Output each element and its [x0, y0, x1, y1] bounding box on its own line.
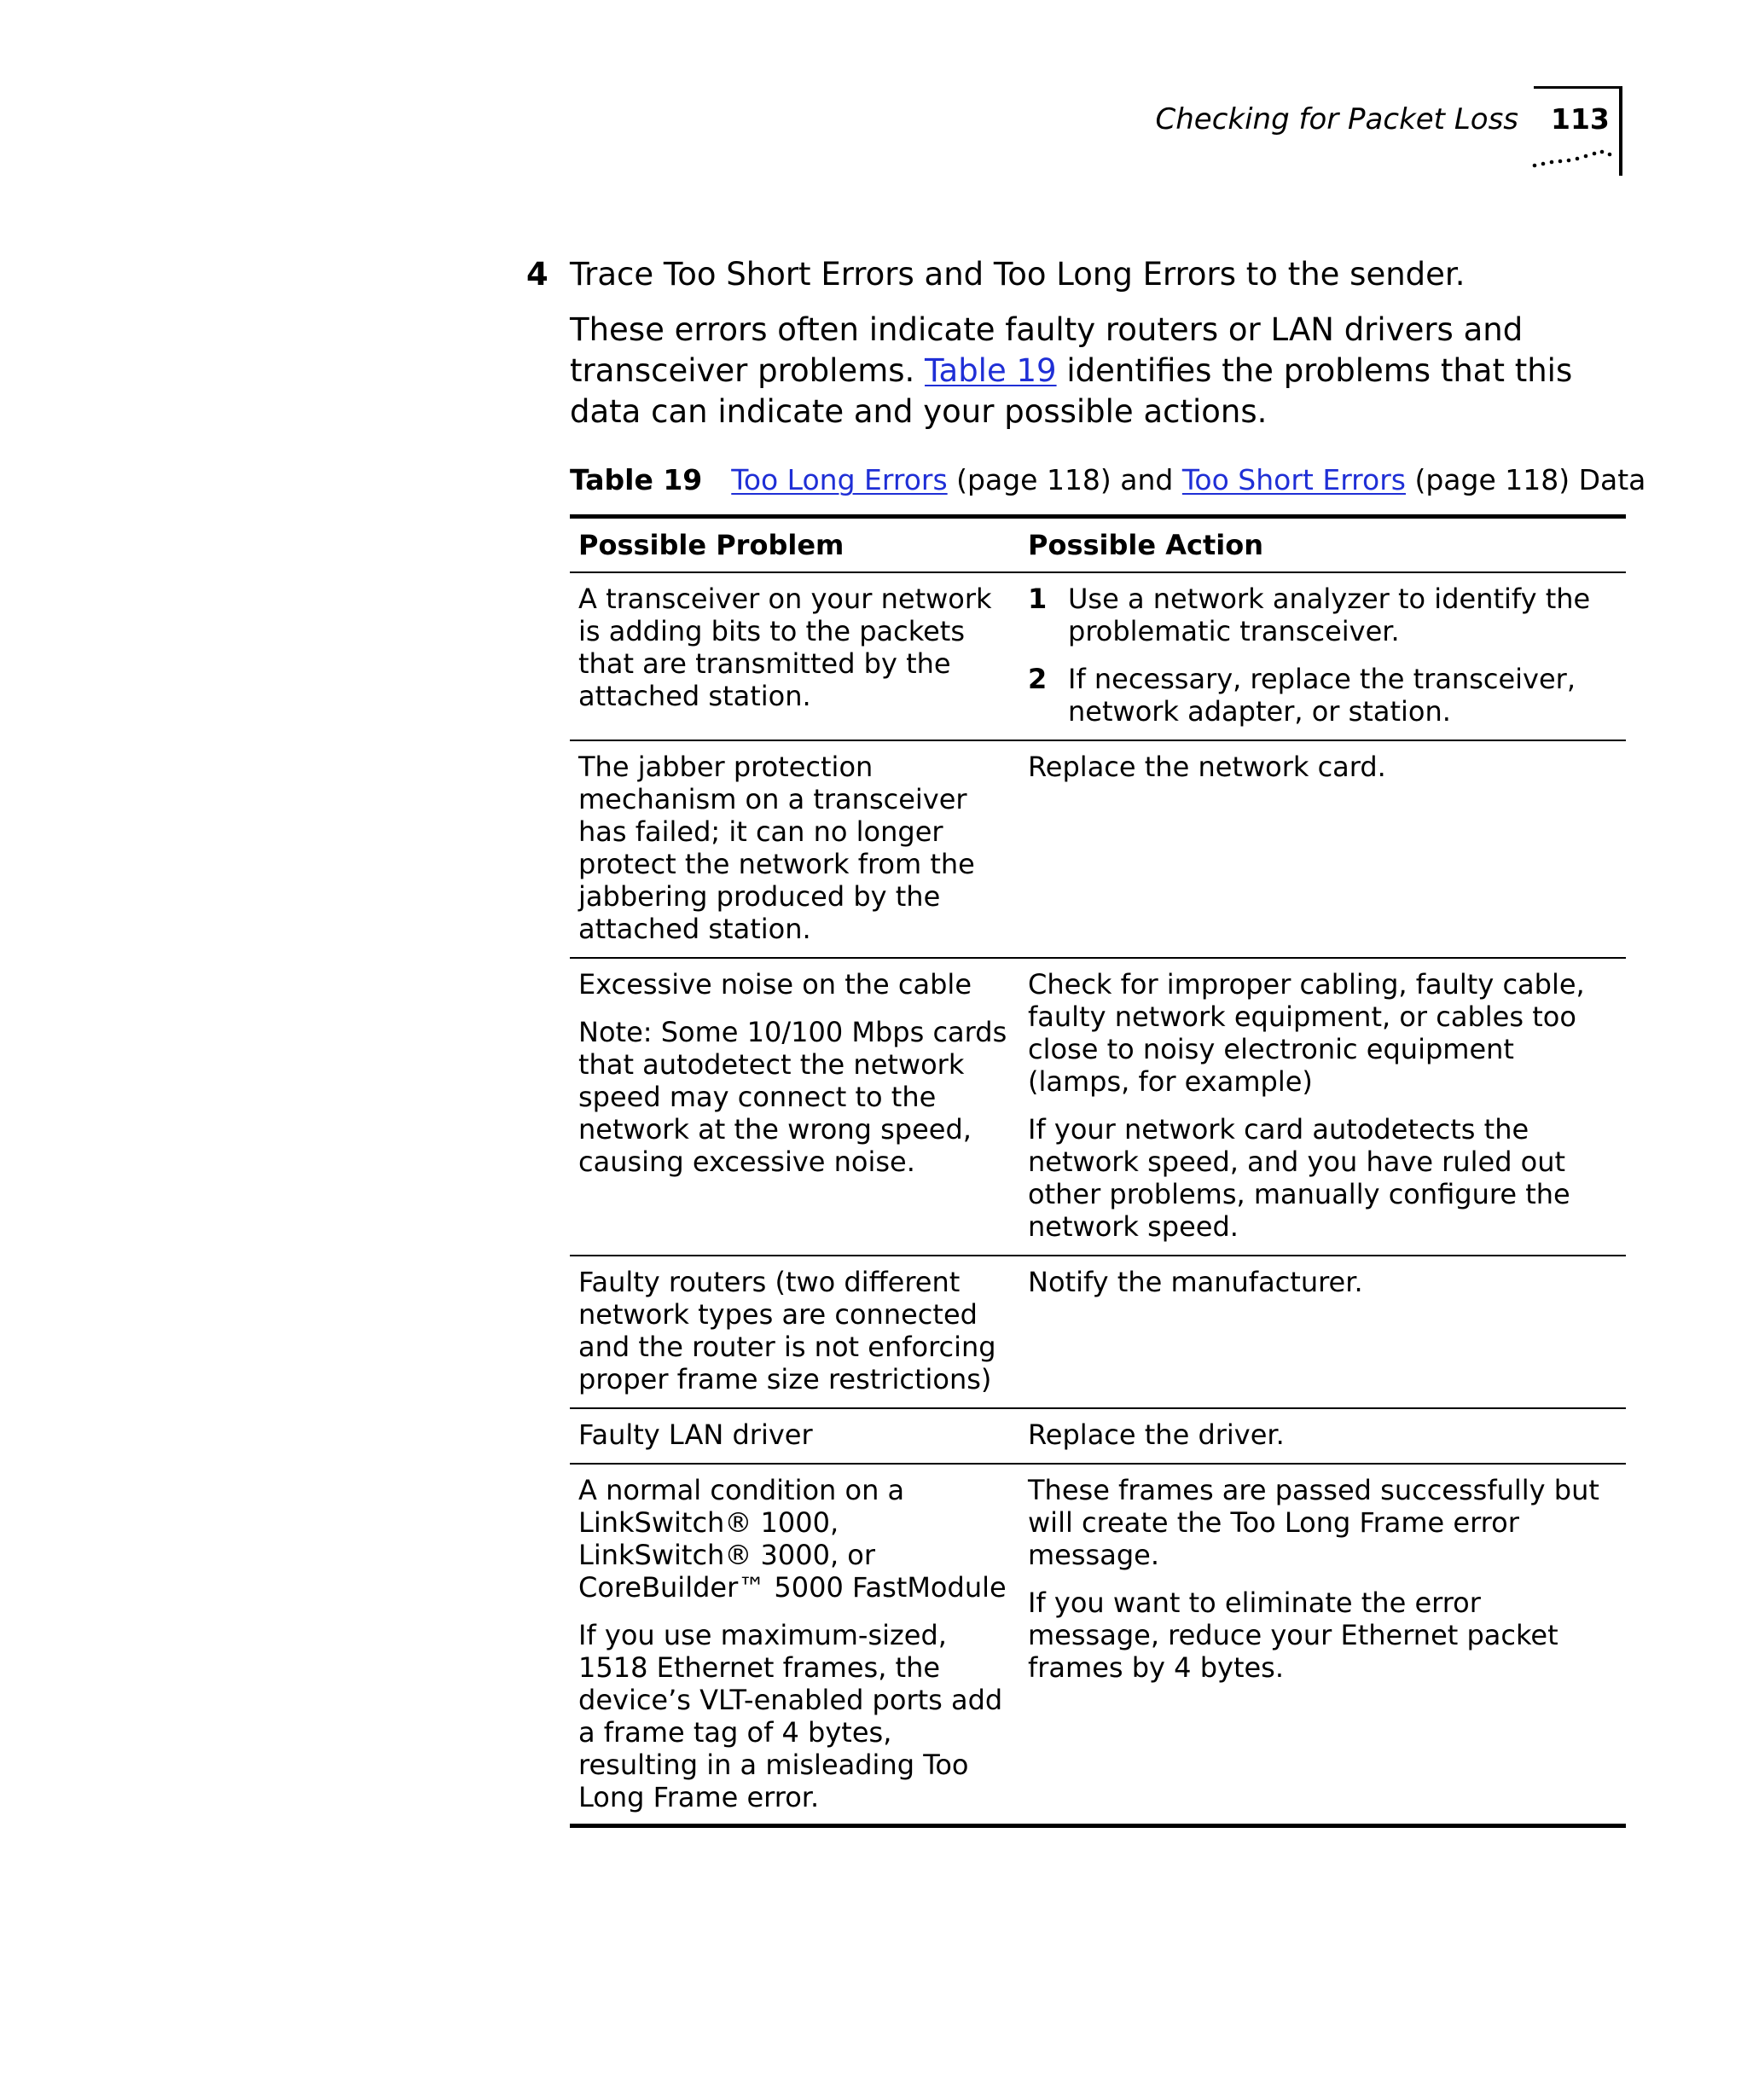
- problem-text: The jabber protection mechanism on a transceiver has failed; it can no longer protect the network from the jabbering produced by the attached station.: [578, 751, 975, 945]
- step-title: Trace Too Short Errors and Too Long Errors to the sender.: [570, 256, 1466, 293]
- action-text: Check for improper cabling, faulty cable, faulty network equipment, or cables too close to noisy electronic equipment (lamps, for example): [1028, 968, 1585, 1098]
- problem-text: Faulty LAN driver: [578, 1418, 813, 1451]
- problem-cell: [570, 1408, 1019, 1464]
- table-caption: [570, 461, 1645, 500]
- action-cell: [1019, 1408, 1626, 1464]
- action-text: Notify the manufacturer.: [1028, 1266, 1363, 1298]
- column-header-action: Possible Action: [1019, 517, 1626, 573]
- caption-text-1: (page 118) and: [947, 463, 1182, 496]
- action-cell: [1019, 740, 1626, 958]
- problem-note: Note: Some 10/100 Mbps cards that autodetect the network speed may connect to the network at the wrong speed, causing excessive noise.: [578, 1016, 1007, 1178]
- problem-cell: [570, 958, 1019, 1256]
- table-caption-label: Table 19: [570, 463, 703, 496]
- action-step: [1028, 663, 1617, 728]
- problem-cell: [570, 1464, 1019, 1826]
- table-row: [570, 1256, 1626, 1408]
- step-number: 4: [526, 256, 548, 293]
- table-row: [570, 740, 1626, 958]
- page-number: 113: [1551, 102, 1610, 136]
- problem-text: Faulty routers (two different network types are connected and the router is not enforcing proper frame size restrictions): [578, 1266, 996, 1395]
- action-step-text: If necessary, replace the transceiver, network adapter, or station.: [1068, 663, 1576, 728]
- table-19-link[interactable]: Table 19: [925, 352, 1057, 389]
- action-text: If your network card autodetects the network speed, and you have ruled out other problems, manually configure the network speed.: [1028, 1113, 1570, 1243]
- action-cell: [1019, 958, 1626, 1256]
- table-row: [570, 1464, 1626, 1826]
- action-text: Replace the driver.: [1028, 1418, 1285, 1451]
- header-rule: [1534, 86, 1619, 89]
- step-body-text-1: These errors often indicate faulty routers or LAN drivers and transceiver problems.: [570, 311, 1524, 389]
- action-step-number: 2: [1028, 663, 1048, 695]
- problem-cell: [570, 740, 1019, 958]
- action-steps-list: [1028, 583, 1617, 728]
- action-step: [1028, 583, 1617, 647]
- step-body-text-2: identifies the problems that this data can indicate and your possible actions.: [570, 352, 1573, 430]
- problem-text: A transceiver on your network is adding bits to the packets that are transmitted by the attached station.: [578, 583, 992, 712]
- action-step-number: 1: [1028, 583, 1048, 615]
- caption-text-2: (page 118) Data: [1405, 463, 1646, 496]
- action-cell: [1019, 1464, 1626, 1826]
- column-header-problem: Possible Problem: [570, 517, 1019, 573]
- table-row: [570, 1408, 1626, 1464]
- action-step-text: Use a network analyzer to identify the problematic transceiver.: [1068, 583, 1591, 647]
- problem-cell: [570, 572, 1019, 740]
- problem-text: Excessive noise on the cable: [578, 968, 972, 1001]
- step-body: [570, 310, 1628, 432]
- too-short-errors-link[interactable]: Too Short Errors: [1181, 463, 1406, 496]
- action-cell: [1019, 572, 1626, 740]
- problems-actions-table: [570, 514, 1626, 1828]
- problem-cell: [570, 1256, 1019, 1408]
- table-row: [570, 572, 1626, 740]
- too-long-errors-link[interactable]: Too Long Errors: [731, 463, 948, 496]
- problem-text: A normal condition on a LinkSwitch® 1000, LinkSwitch® 3000, or CoreBuilder™ 5000 FastModule: [578, 1474, 1007, 1604]
- action-text: Replace the network card.: [1028, 751, 1386, 783]
- problem-text: If you use maximum-sized, 1518 Ethernet frames, the device’s VLT-enabled ports add a frame tag of 4 bytes, resulting in a misleading Too Long Frame error.: [578, 1619, 1003, 1813]
- table-row: [570, 958, 1626, 1256]
- action-text: These frames are passed successfully but will create the Too Long Frame error message.: [1028, 1474, 1599, 1571]
- dotted-wave-decoration: [1532, 143, 1622, 169]
- running-title: Checking for Packet Loss: [1155, 102, 1518, 136]
- action-text: If you want to eliminate the error message, reduce your Ethernet packet frames by 4 bytes.: [1028, 1587, 1558, 1684]
- table-header-row: [570, 517, 1626, 573]
- action-cell: [1019, 1256, 1626, 1408]
